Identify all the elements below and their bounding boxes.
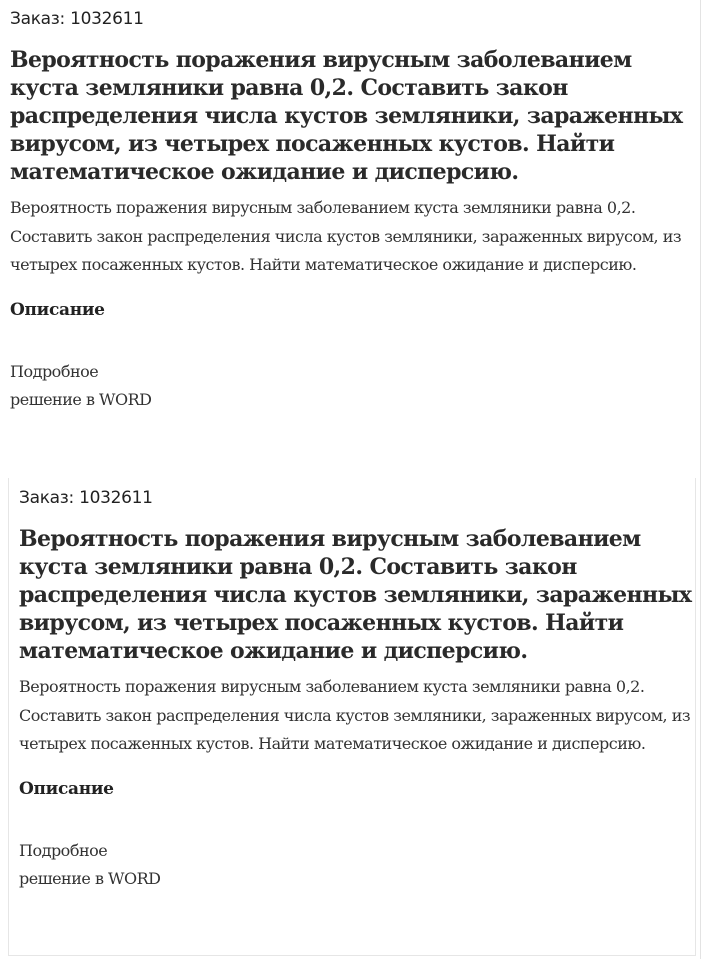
description-line-2: решение в WORD bbox=[19, 868, 161, 888]
description-heading: Описание bbox=[19, 778, 114, 799]
description-line-1: Подробное bbox=[19, 840, 108, 860]
description-text bbox=[10, 358, 210, 414]
description-text bbox=[19, 837, 219, 893]
order-number: Заказ: 1032611 bbox=[10, 9, 144, 29]
description-line-1: Подробное bbox=[10, 361, 99, 381]
order-number: Заказ: 1032611 bbox=[19, 488, 153, 508]
order-card-2 bbox=[8, 478, 696, 956]
description-heading: Описание bbox=[10, 299, 105, 320]
task-text: Вероятность поражения вирусным заболеванием куста земляники равна 0,2. Составить закон распределения числа кустов земляники, зараженных вирусом, из четырех посаженных кустов. Найти математическое ожидание и дисперсию. bbox=[19, 677, 691, 753]
task-text: Вероятность поражения вирусным заболеванием куста земляники равна 0,2. Составить закон распределения числа кустов земляники, зараженных вирусом, из четырех посаженных кустов. Найти математическое ожидание и дисперсию. bbox=[10, 198, 682, 274]
task-title: Вероятность поражения вирусным заболеванием куста земляники равна 0,2. Составить закон распределения числа кустов земляники, зараженных вирусом, из четырех посаженных кустов. Найти математическое ожидание и дисперсию. bbox=[19, 526, 692, 664]
description-line-2: решение в WORD bbox=[10, 389, 152, 409]
task-title: Вероятность поражения вирусным заболеванием куста земляники равна 0,2. Составить закон распределения числа кустов земляники, зараженных вирусом, из четырех посаженных кустов. Найти математическое ожидание и дисперсию. bbox=[10, 47, 683, 185]
order-card-1 bbox=[10, 6, 690, 414]
